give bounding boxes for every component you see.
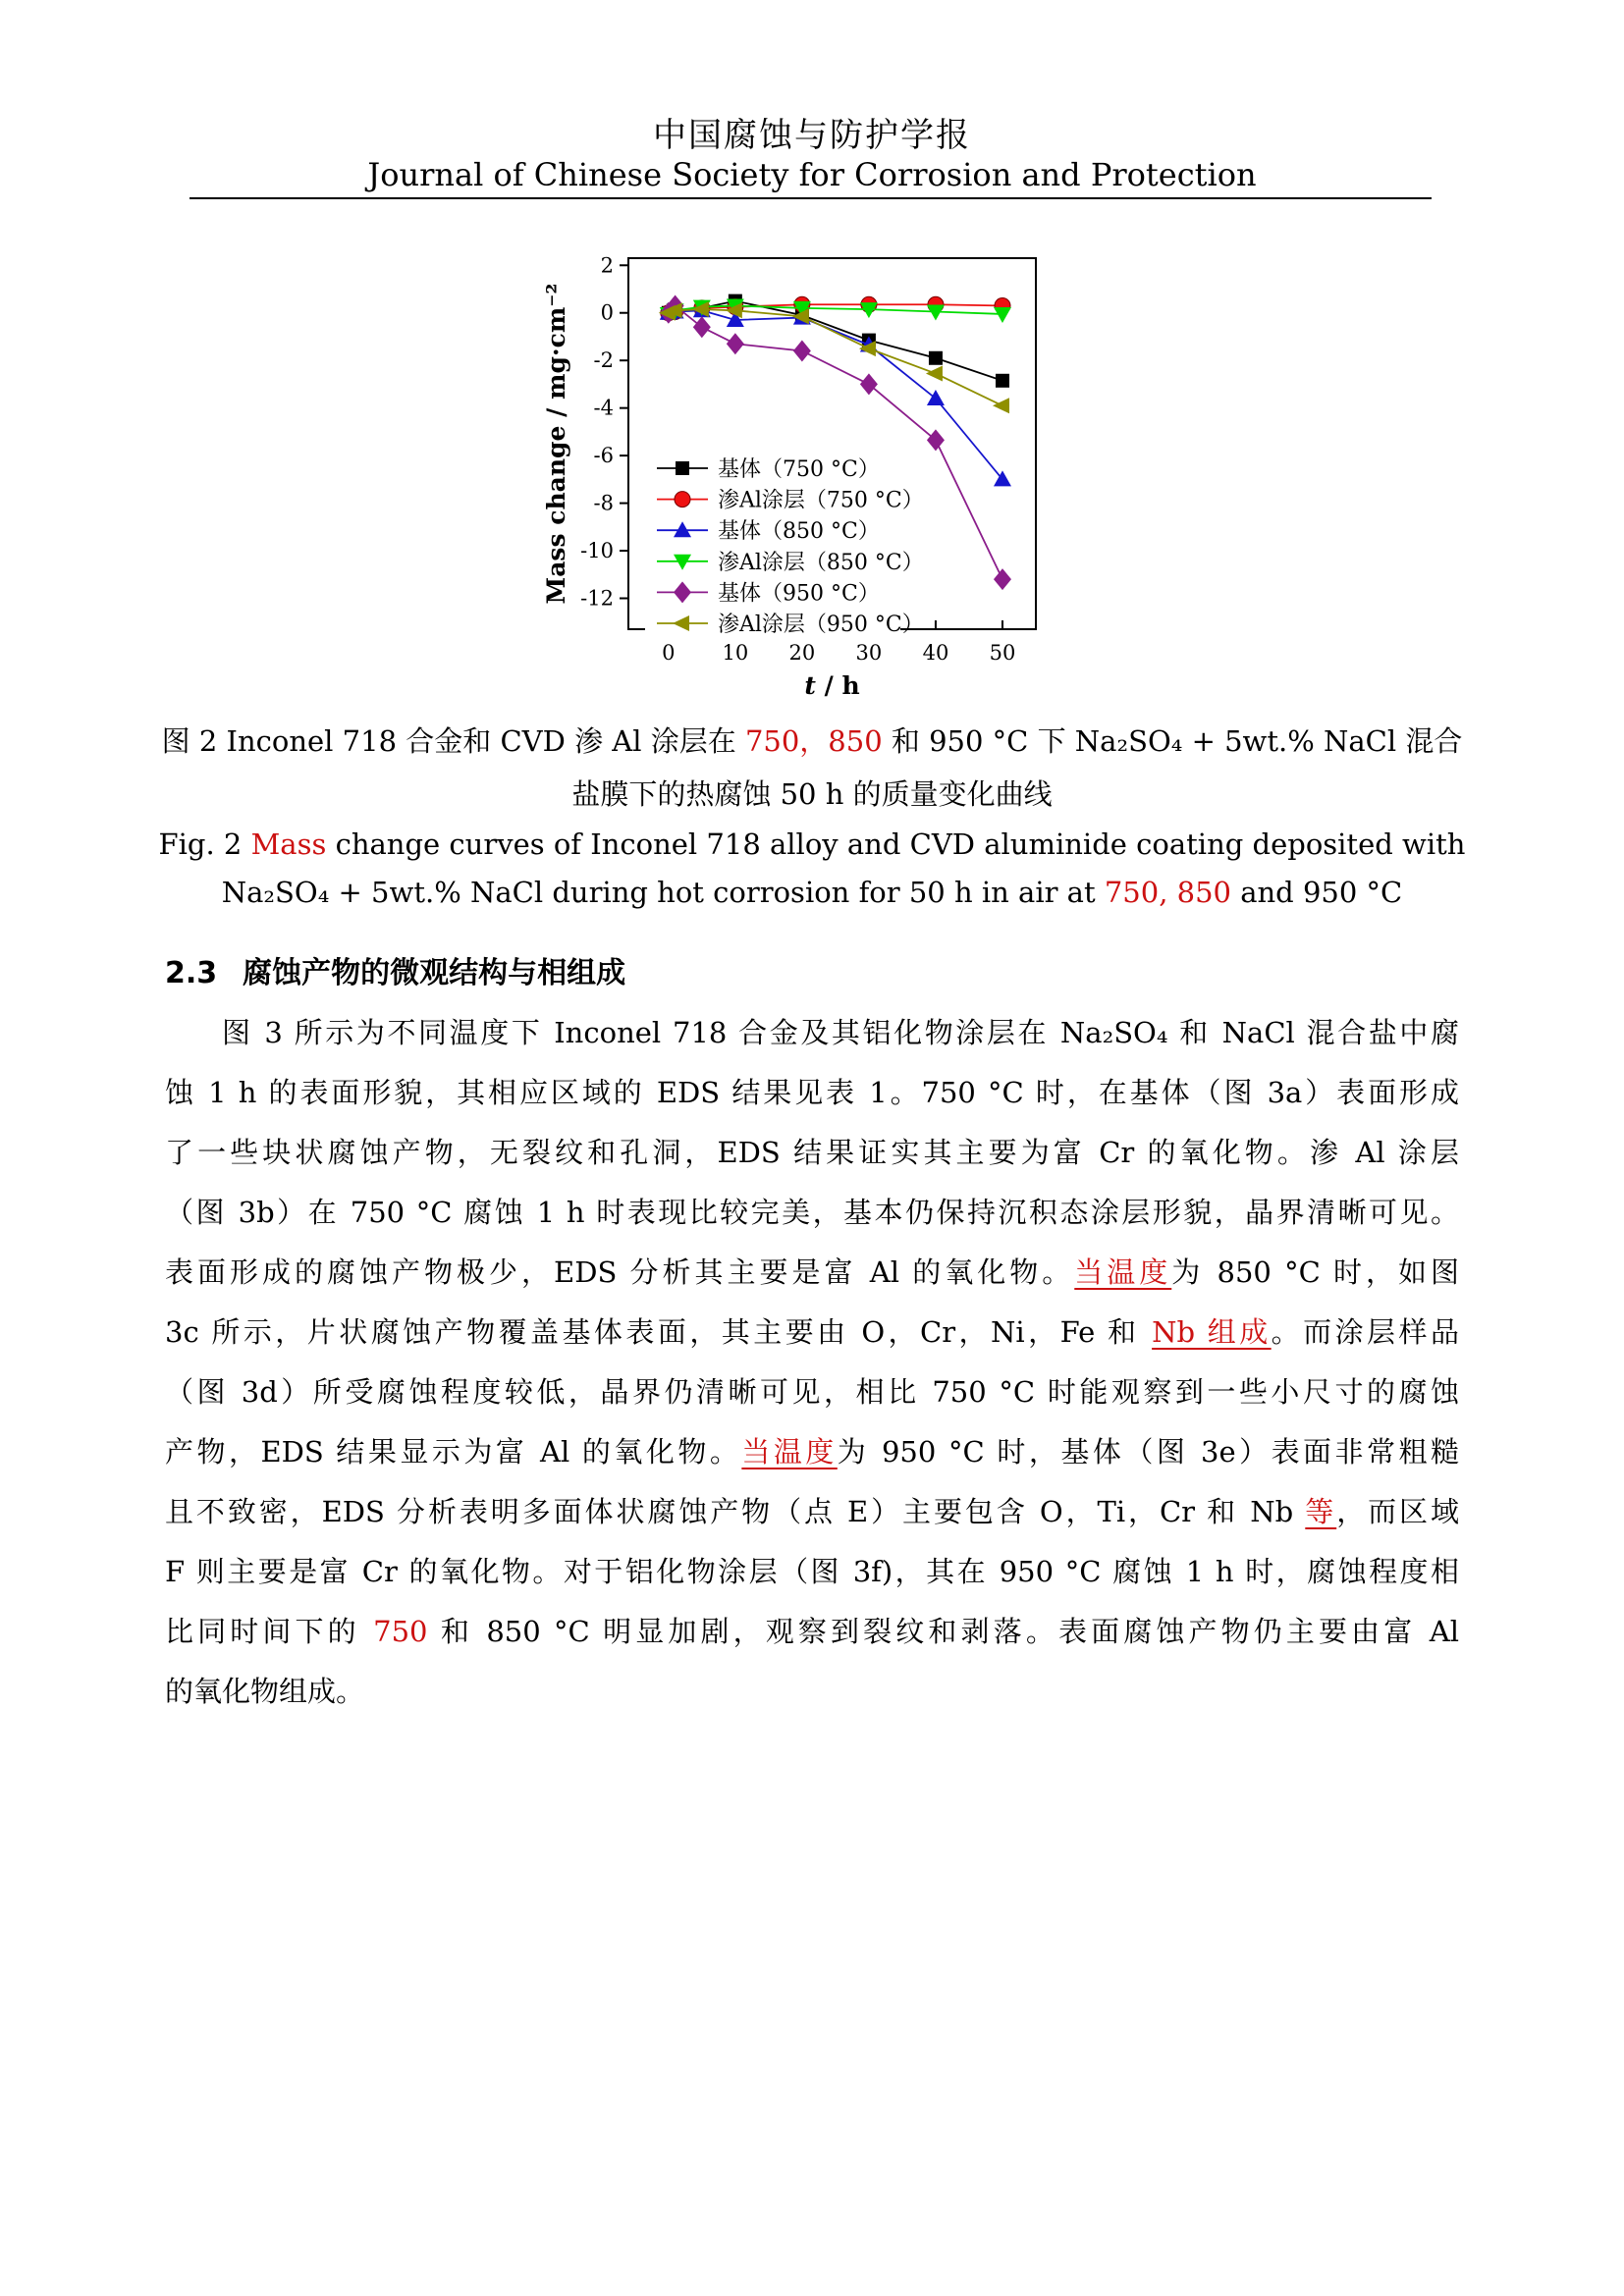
x-tick-label: 20	[788, 641, 815, 665]
diamond-marker	[692, 316, 710, 338]
section-number: 2.3	[165, 956, 218, 990]
body-line	[165, 1183, 1459, 1243]
text-run: F 则主要是富 Cr 的氧化物。对于铝化物涂层（图 3f)，其在 950 °C 腐蚀 1 h 时，腐蚀程度相	[165, 1555, 1459, 1588]
diamond-marker	[993, 568, 1010, 590]
x-tick-label: 30	[855, 641, 882, 665]
x-tick-label: 10	[721, 641, 748, 665]
text-run: 且不致密，EDS 分析表明多面体状腐蚀产物（点 E）主要包含 O，Ti，Cr 和 Nb	[165, 1495, 1306, 1528]
text-run: Na₂SO₄ + 5wt.% NaCl during hot corrosion for 50 h in air at	[221, 876, 1105, 909]
section-heading	[165, 948, 1459, 991]
text-run: 产物，EDS 结果显示为富 Al 的氧化物。	[165, 1435, 742, 1468]
journal-header	[0, 0, 1624, 199]
text-run: 和 950 °C 下 Na₂SO₄ + 5wt.% NaCl 混合	[882, 724, 1463, 758]
body-line	[165, 1362, 1459, 1422]
mass-change-chart	[535, 244, 1090, 701]
revision-text: 当温度	[1074, 1255, 1172, 1289]
text-run: 3c 所示，片状腐蚀产物覆盖基体表面，其主要由 O，Cr，Ni，Fe 和	[165, 1315, 1153, 1349]
y-tick-label: 2	[600, 253, 614, 278]
revision-text: 750, 850	[1104, 876, 1231, 909]
legend-label: 基体（750 °C）	[717, 457, 880, 482]
chart-legend	[645, 452, 924, 638]
text-run: 为 950 °C 时，基体（图 3e）表面非常粗糙	[837, 1435, 1459, 1468]
journal-title-cn: 中国腐蚀与防护学报	[653, 116, 971, 155]
text-run: 的氧化物组成。	[165, 1675, 365, 1708]
revision-text: Nb 组成	[1152, 1315, 1272, 1349]
text-run: and 950 °C	[1230, 876, 1403, 909]
y-axis-label: Mass change / mg·cm⁻²	[541, 283, 570, 605]
square-marker	[995, 374, 1008, 388]
figure-caption-cn-line2	[0, 768, 1624, 821]
body-line	[165, 1662, 1459, 1722]
square-marker	[676, 461, 689, 475]
text-run: Fig. 2	[158, 828, 251, 861]
text-run: change curves of Inconel 718 alloy and CVD aluminide coating deposited with	[326, 828, 1466, 861]
body-line	[165, 1422, 1459, 1482]
text-run: 蚀 1 h 的表面形貌，其相应区域的 EDS 结果见表 1。750 °C 时，在基体（图 3a）表面形成	[165, 1076, 1459, 1109]
paragraph	[165, 1003, 1459, 1722]
text-run: 了一些块状腐蚀产物，无裂纹和孔洞，EDS 结果证实其主要为富 Cr 的氧化物。渗 Al 涂层	[165, 1136, 1459, 1169]
text-run: ，而区域	[1336, 1495, 1459, 1528]
triangle-left-marker	[992, 398, 1008, 413]
body-line	[165, 1303, 1459, 1362]
series-5	[658, 301, 1008, 413]
header-rule	[189, 197, 1432, 199]
section-2-3	[0, 948, 1624, 1722]
revision-text: Mass	[250, 828, 327, 861]
text-run: 为 850 °C 时，如图	[1171, 1255, 1459, 1289]
triangle-down-marker	[993, 307, 1010, 323]
x-tick-label: 50	[989, 641, 1015, 665]
body-line	[165, 1003, 1459, 1063]
figure-caption-en-line2	[0, 869, 1624, 917]
text-run: 图 2 Inconel 718 合金和 CVD 渗 Al 涂层在	[161, 724, 745, 758]
legend-label: 渗Al涂层（950 °C）	[717, 613, 924, 637]
revision-text: 750	[373, 1615, 428, 1648]
diamond-marker	[726, 333, 743, 354]
x-tick-label: 0	[661, 641, 676, 665]
circle-marker	[675, 492, 690, 507]
text-run: （图 3d）所受腐蚀程度较低，晶界仍清晰可见，相比 750 °C 时能观察到一些小尺寸的腐蚀	[165, 1375, 1459, 1409]
body-line	[165, 1602, 1459, 1662]
figure-caption-en-line1	[0, 821, 1624, 869]
text-run: 比同时间下的	[165, 1615, 374, 1648]
legend-label: 渗Al涂层（750 °C）	[717, 488, 924, 513]
legend-label: 基体（950 °C）	[717, 581, 880, 607]
diamond-marker	[859, 373, 877, 395]
diamond-marker	[792, 341, 810, 362]
triangle-up-marker	[926, 390, 944, 405]
body-line	[165, 1243, 1459, 1303]
section-title: 腐蚀产物的微观结构与相组成	[243, 956, 626, 990]
legend-label: 基体（850 °C）	[717, 519, 880, 545]
body-line	[165, 1123, 1459, 1183]
figure-caption-cn-line1	[0, 715, 1624, 768]
square-marker	[928, 351, 942, 365]
legend-label: 渗Al涂层（850 °C）	[717, 550, 924, 575]
figure-2	[0, 244, 1624, 701]
figure-captions	[0, 715, 1624, 917]
body-line	[165, 1542, 1459, 1602]
x-tick-label: 40	[922, 641, 948, 665]
y-tick-label: -12	[579, 586, 614, 611]
text-run: （图 3b）在 750 °C 腐蚀 1 h 时表现比较完美，基本仍保持沉积态涂层形貌，晶界清晰可见。	[165, 1196, 1459, 1229]
text-run: 表面形成的腐蚀产物极少，EDS 分析其主要是富 Al 的氧化物。	[165, 1255, 1075, 1289]
series-line	[668, 309, 1001, 405]
revision-text: 当温度	[741, 1435, 838, 1468]
y-tick-label: -8	[593, 491, 614, 515]
text-run: 盐膜下的热腐蚀 50 h 的质量变化曲线	[571, 777, 1053, 811]
body-line	[165, 1063, 1459, 1123]
y-tick-label: 0	[600, 300, 614, 325]
y-tick-label: -2	[593, 348, 614, 373]
y-tick-label: -10	[579, 539, 614, 563]
text-run: 和 850 °C 明显加剧，观察到裂纹和剥落。表面腐蚀产物仍主要由富 Al	[427, 1615, 1459, 1648]
text-run: 。而涂层样品	[1271, 1315, 1459, 1349]
series-3	[659, 298, 1010, 322]
y-tick-label: -6	[593, 444, 614, 468]
body-line	[165, 1482, 1459, 1542]
diamond-marker	[926, 429, 944, 451]
x-axis-label: t / h	[803, 671, 860, 700]
revision-text: 等	[1305, 1495, 1337, 1528]
y-tick-label: -4	[593, 396, 614, 420]
text-run: 图 3 所示为不同温度下 Inconel 718 合金及其铝化物涂层在 Na₂SO₄ 和 NaCl 混合盐中腐	[222, 1016, 1459, 1049]
revision-text: 750，850	[744, 724, 883, 758]
triangle-left-marker	[925, 366, 942, 382]
journal-title-en: Journal of Chinese Society for Corrosion and Protection	[367, 156, 1257, 193]
